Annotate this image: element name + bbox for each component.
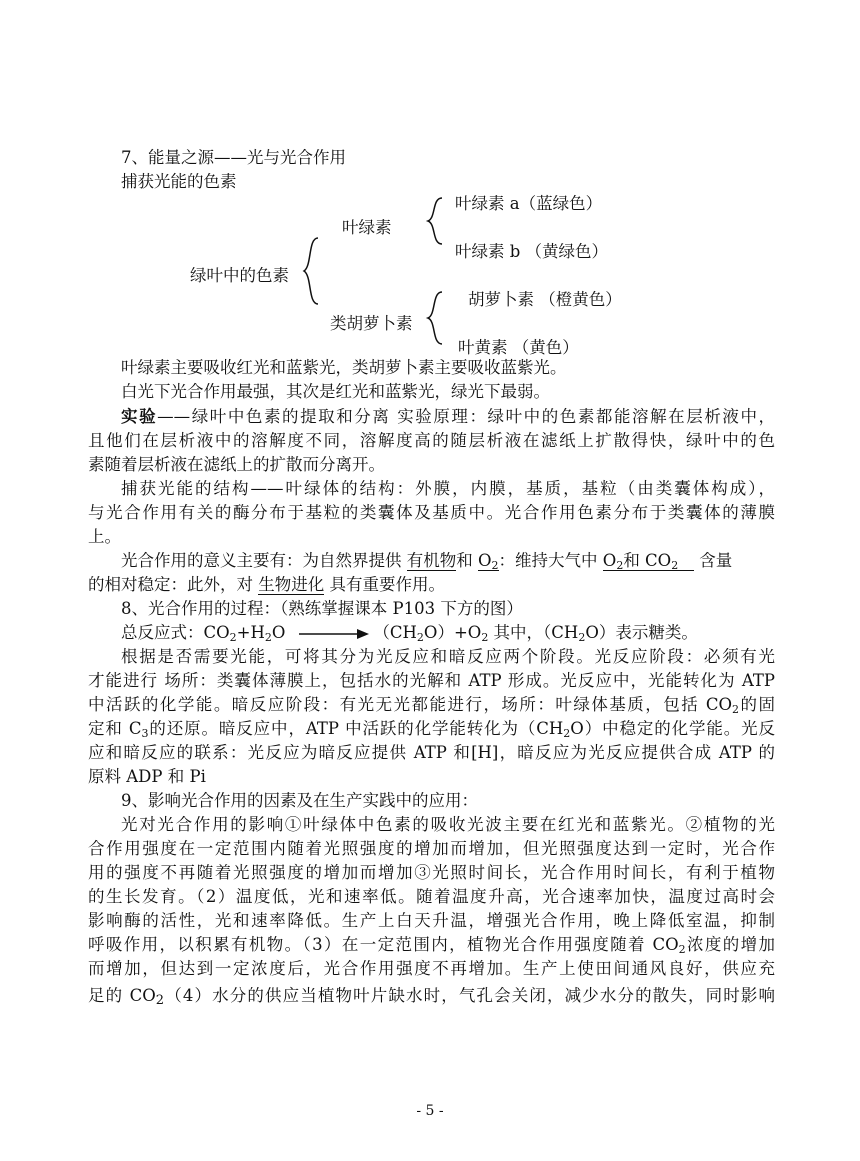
paragraph-absorption: 叶绿素主要吸收红光和蓝紫光，类胡萝卜素主要吸收蓝紫光。: [121, 358, 567, 377]
subscript: 2: [264, 631, 272, 644]
process-text-4c: O）中稳定的化学能。光反: [570, 719, 775, 738]
subscript: 2: [678, 943, 686, 956]
brace-carotenoids: [424, 290, 446, 346]
reaction-arrow-icon: [299, 628, 371, 640]
section-heading-8: 8、光合作用的过程：（熟练掌握课本 P103 下方的图）: [121, 599, 523, 618]
meaning-text-f: 具有重要作用。: [329, 575, 445, 594]
equation-o2: O）+O: [423, 623, 482, 642]
tree-leaf-carotene: 胡萝卜素 （橙黄色）: [468, 290, 622, 309]
subscript: 2: [563, 727, 571, 740]
experiment-text-1: ——绿叶中色素的提取和分离 实验原理：绿叶中的色素都能溶解在层析液中，: [157, 407, 776, 426]
blank-oxygen-symbol: O: [478, 551, 492, 570]
experiment-line-3: 素随着层析液在滤纸上的扩散而分离开。: [88, 455, 385, 474]
subscript: 2: [416, 631, 424, 644]
page-number: - 5 -: [416, 1103, 444, 1119]
meaning-text-a: 光合作用的意义主要有：为自然界提供: [121, 551, 402, 570]
blank-evolution: 生物进化: [258, 575, 325, 594]
factors-text-8a: 足的 CO: [88, 986, 156, 1005]
meaning-line-2: [88, 573, 445, 597]
process-text-4b: 的还原。暗反应中，ATP 中活跃的化学能转化为（CH: [148, 719, 564, 738]
factors-line-2: 合作用强度在一定范围内随着光照强度的增加而增加，但光照强度达到一定时，光合作: [88, 839, 775, 858]
tree-leaf-chlorophyll-a: 叶绿素 a（蓝绿色）: [455, 194, 603, 213]
factors-line-1: 光对光合作用的影响①叶绿体中色素的吸收光波主要在红光和蓝紫光。②植物的光: [121, 815, 775, 834]
sub-heading-pigments: 捕获光能的色素: [121, 172, 237, 191]
factors-text-6: 呼吸作用，以积累有机物。（3）在一定范围内，植物光合作用强度随着 CO: [88, 935, 679, 954]
process-line-2: 才能进行 场所：类囊体薄膜上，包括水的光解和 ATP 形成。光反应中，光能转化为 ATP: [88, 671, 775, 690]
subscript: 2: [671, 559, 679, 572]
structure-line-2: 与光合作用有关的酶分布于基粒的类囊体及基质中。光合作用色素分布于类囊体的薄膜: [88, 503, 775, 522]
paragraph-white-light: 白光下光合作用最强，其次是红光和蓝紫光，绿光下最弱。: [121, 382, 550, 401]
brace-root: [300, 236, 322, 306]
blank-o2-co2: [603, 551, 694, 571]
section-heading-9: 9、影响光合作用的因素及在生产实践中的应用：: [121, 791, 478, 810]
section-heading-7: 7、能量之源——光与光合作用: [121, 148, 346, 167]
process-line-6: 原料 ADP 和 Pi: [88, 767, 206, 786]
subscript: 2: [616, 559, 624, 572]
meaning-text-b: 和: [456, 551, 473, 570]
meaning-text-c: ：维持大气中: [498, 551, 598, 570]
equation-note: O）表示糖类。: [585, 623, 698, 642]
subscript: 2: [229, 631, 237, 644]
brace-chlorophyll: [424, 196, 446, 246]
structure-line-3: 上。: [88, 527, 121, 546]
factors-line-5: 影响酶的活性，光和速率降低。生产上白天升温，增强光合作用，晚上降低室温，抑制: [88, 911, 775, 930]
tree-node-chlorophyll: 叶绿素: [342, 218, 392, 237]
process-text-3: 中活跃的化学能。暗反应阶段：有光无光都能进行，场所：叶绿体基质，包括 CO: [88, 695, 733, 714]
subscript: 2: [491, 559, 499, 572]
meaning-text-e: 的相对稳定：此外，对: [88, 575, 253, 594]
subscript: 2: [481, 631, 489, 644]
factors-line-3: 用的强度不再随着光照强度的增加而增加③光照时间长，光合作用时间长，有利于植物: [88, 863, 775, 882]
blank-organic-matter: 有机物: [406, 551, 457, 570]
equation-co2: 总反应式：CO: [121, 623, 230, 642]
blank-o2-symbol: O: [602, 551, 617, 570]
subscript: 2: [732, 703, 740, 716]
process-line-5: 应和暗反应的联系：光反应为暗反应提供 ATP 和[H]，暗反应为光反应提供合成 ATP 的: [88, 743, 775, 762]
factors-text-8b: （4）水分的供应当植物叶片缺水时，气孔会关闭，减少水分的散失，同时影响: [164, 986, 775, 1005]
equation-ch2: 其中，（CH: [488, 623, 579, 642]
tree-leaf-chlorophyll-b: 叶绿素 b （黄绿色）: [455, 242, 609, 261]
blank-co2-symbol: 和 CO: [623, 551, 672, 570]
factors-line-7: 而增加，但达到一定浓度后，光合作用强度不再增加。生产上使田间通风良好，供应充: [88, 959, 775, 978]
subscript: 2: [578, 631, 586, 644]
meaning-text-d: 含量: [699, 551, 733, 570]
tree-root-leaf-pigments: 绿叶中的色素: [190, 266, 289, 285]
tree-node-carotenoids: 类胡萝卜素: [330, 314, 413, 333]
process-line-1: 根据是否需要光能，可将其分为光反应和暗反应两个阶段。光反应阶段：必须有光: [121, 647, 775, 666]
subscript: 2: [155, 993, 165, 1008]
equation-h: +H: [236, 623, 265, 642]
subscript: 3: [141, 727, 149, 740]
experiment-line-2: 且他们在层析液中的溶解度不同，溶解度高的随层析液在滤纸上扩散得快，绿叶中的色: [88, 431, 775, 450]
experiment-line-1: [121, 405, 775, 429]
process-text-4a: 定和 C: [88, 719, 142, 738]
equation-o: O: [271, 623, 286, 642]
blank-oxygen: [478, 551, 499, 571]
tree-leaf-xanthophyll: 叶黄素 （黄色）: [458, 338, 579, 357]
experiment-label: 实验: [121, 407, 158, 426]
factors-text-6b: 浓度的增加: [685, 935, 775, 954]
process-text-3b: 的固: [739, 695, 775, 714]
factors-line-4: 的生长发育。（2）温度低，光和速率低。随着温度升高，光合速率加快，温度过高时会: [88, 887, 775, 906]
factors-line-8: [88, 984, 775, 1013]
equation-ch: （CH: [373, 623, 417, 642]
structure-line-1: 捕获光能的结构——叶绿体的结构：外膜，内膜，基质，基粒（由类囊体构成），: [121, 479, 775, 498]
